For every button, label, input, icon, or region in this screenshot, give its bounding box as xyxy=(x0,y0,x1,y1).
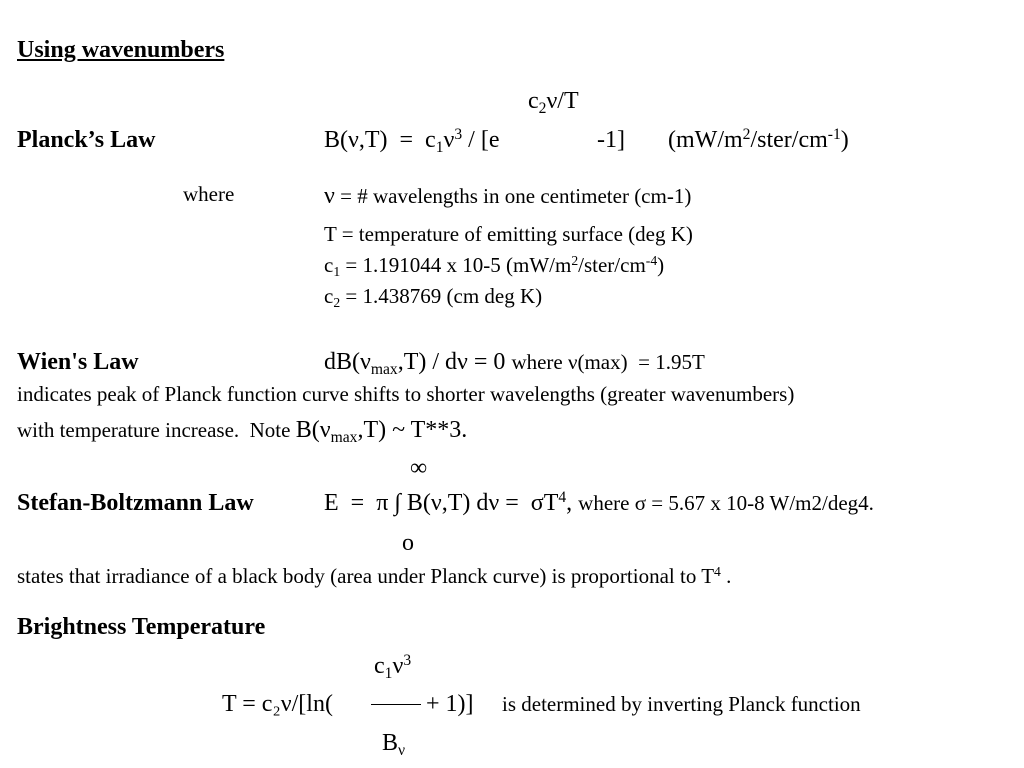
planck-formula-end: -1] xyxy=(597,127,625,153)
brightness-formula: T = c₂ν/[ln( xyxy=(222,691,333,717)
stefan-note: states that irradiance of a black body (area under Planck curve) is proportional to $T^4$ . xyxy=(17,564,732,588)
planck-title: Planck’s Law xyxy=(17,127,156,153)
wien-line1: indicates peak of Planck function curve shifts to shorter wavelengths (greater wavenumbers) xyxy=(17,382,795,406)
brightness-denominator: $B_\nu$ xyxy=(382,730,406,759)
def-t: T = temperature of emitting surface (deg K) xyxy=(324,222,693,246)
section-heading: Using wavenumbers xyxy=(17,37,225,63)
wien-line2: with temperature increase. Note $B(\nu_{max},T)$ ~ T**3. xyxy=(17,417,468,446)
wien-formula: $dB(\nu_{max},T) / d\nu = 0$ where ν(max) = 1.95T xyxy=(324,349,705,378)
brightness-title: Brightness Temperature xyxy=(17,614,266,640)
stefan-title: Stefan-Boltzmann Law xyxy=(17,490,254,516)
brightness-formula-end: + 1)] xyxy=(426,691,474,717)
brightness-note: is determined by inverting Planck function xyxy=(502,692,861,716)
integral-lower-limit: o xyxy=(402,530,414,556)
def-nu: ν = # wavelengths in one centimeter (cm-1) xyxy=(324,183,692,209)
def-c2: $c_2 = 1.438769$ (cm deg K) xyxy=(324,284,543,311)
stefan-formula: E = π ∫ B(ν,T) $d\nu = \sigma T^4$, where σ = 5.67 x 10-8 W/m2/deg4. xyxy=(324,489,874,516)
planck-where: where xyxy=(183,182,235,206)
planck-formula: $B(\nu,T) = c_1\nu^3 / [e$ xyxy=(324,126,500,156)
planck-units: $(mW/m^2/ster/cm^{-1})$ xyxy=(668,126,849,153)
brightness-numerator: $c_1\nu^3$ xyxy=(374,652,412,682)
planck-exponent: $c_2\nu/T$ xyxy=(528,88,579,117)
def-c1: $c_1 = 1.191044$ x 10-5 $(mW/m^2/ster/cm^{-4})$ xyxy=(324,253,665,280)
wien-title: Wien's Law xyxy=(17,349,139,375)
integral-upper-limit: ∞ xyxy=(410,455,428,481)
fraction-bar xyxy=(371,704,421,705)
